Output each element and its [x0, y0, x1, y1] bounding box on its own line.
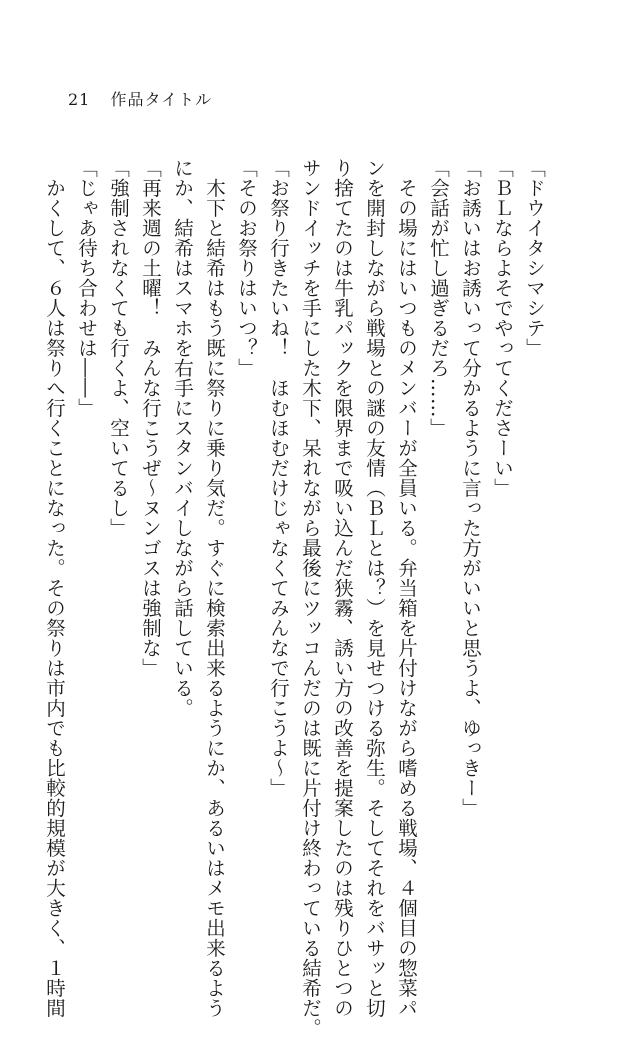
text-line: 「お祭り行きたいね！ ほむほむだけじゃなくてみんなで行こうよ～」: [267, 158, 290, 798]
text-line: サンドイッチを手にした木下、呆れながら最後にツッコんだのは既に片付け終わっている結希だ。: [299, 158, 322, 1038]
text-line: 「そのお祭りはいつ？」: [235, 158, 258, 378]
text-line: 「会話が忙し過ぎるだろ……」: [427, 158, 450, 438]
text-line: かくして、６人は祭りへ行くことになった。その祭りは市内でも比較的規模が大きく、１時間: [43, 158, 66, 1018]
work-title: 作品タイトル: [110, 90, 213, 109]
text-line: 「じゃあ待ち合わせは――」: [75, 158, 98, 418]
text-line: その場にはいつものメンバーが全員いる。弁当箱を片付けながら嗜める戦場、４個目の惣菜パ: [395, 158, 418, 1018]
text-line: 「再来週の土曜！ みんな行こうぜ～ヌンゴスは強制な」: [139, 158, 162, 678]
text-line: 木下と結希はもう既に祭りに乗り気だ。すぐに検索出来るようにか、あるいはメモ出来るよう: [203, 158, 226, 1018]
text-line: ンを開封しながら戦場との謎の友情（ＢＬとは？）を見せつける弥生。そしてそれをバサッと切: [363, 158, 386, 1018]
text-line: り捨てたのは牛乳パックを限界まで吸い込んだ狭霧、誘い方の改善を提案したのは残りひとつの: [331, 158, 354, 1018]
text-line: 「ＢＬならよそでやってくださーい」: [491, 158, 514, 498]
page-number: 21: [68, 90, 91, 109]
text-line: にか、結希はスマホを右手にスタンバイしながら話している。: [171, 158, 194, 718]
page-header: [68, 87, 212, 110]
text-line: 「強制されなくても行くよ、空いてるし」: [107, 158, 130, 538]
novel-body-text: [43, 158, 550, 1038]
text-line: 「ドウイタシマシテ」: [523, 158, 546, 358]
text-line: 「お誘いはお誘いって分かるように言った方がいいと思うよ、ゆっきー」: [459, 158, 482, 818]
